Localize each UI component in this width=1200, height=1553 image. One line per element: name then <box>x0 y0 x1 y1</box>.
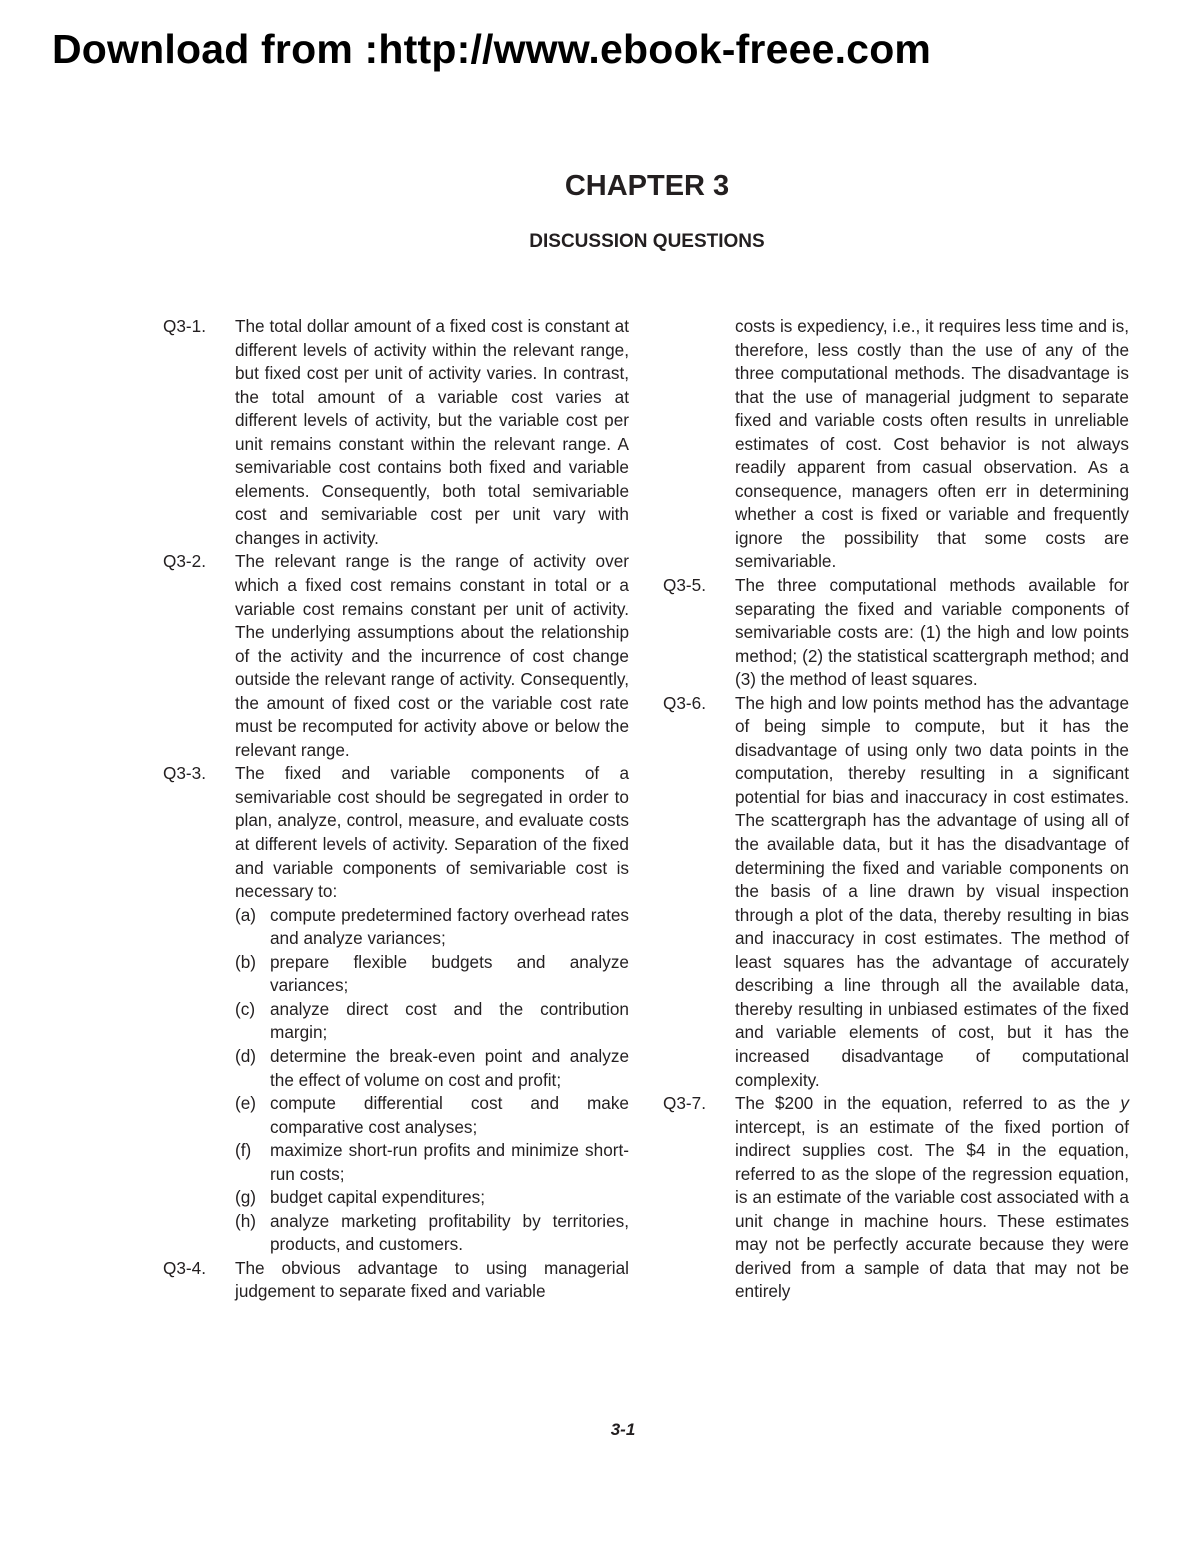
list-item <box>235 1210 629 1257</box>
question-number: Q3-7. <box>663 1093 706 1114</box>
question-number: Q3-3. <box>163 763 206 784</box>
left-column <box>163 315 629 1304</box>
question-text: costs is expediency, i.e., it requires less time and is, therefore, less costly than the use of any of the three computational methods. The disadvantage is that the use of managerial judgment to separate fixed and variable costs often results in unreliable estimates of cost. Cost behavior is not always readily apparent from casual observation. As a consequence, managers often err in determining whether a cost is fixed or variable and frequently ignore the possibility that some costs are semivariable. <box>735 316 1129 572</box>
question-q3-7 <box>663 1092 1129 1304</box>
item-text: compute predetermined factory overhead rates and analyze variances; <box>270 904 629 949</box>
item-text: budget capital expenditures; <box>270 1187 485 1208</box>
list-item <box>235 1186 629 1210</box>
list-item <box>235 904 629 951</box>
question-text: The fixed and variable components of a semivariable cost should be segregated in order to plan, analyze, control, measure, and evaluate costs at different levels of activity. Separation of the fixed and variable components of semivariable cost is necessary to: <box>235 763 629 902</box>
item-text: analyze direct cost and the contribution margin; <box>270 998 629 1043</box>
question-text: The total dollar amount of a fixed cost is constant at different levels of activity within the relevant range, but fixed cost per unit of activity varies. In contrast, the total amount of a variable cost varies at different levels of activity, but the variable cost per unit remains constant within the relevant range. A semivariable cost contains both fixed and variable elements. Consequently, both total semivariable cost and semivariable cost per unit vary with changes in activity. <box>235 316 629 548</box>
question-q3-4-continued <box>663 315 1129 574</box>
question-text: The obvious advantage to using managerial judgement to separate fixed and variable <box>235 1257 629 1302</box>
section-title: DISCUSSION QUESTIONS <box>529 231 765 252</box>
text-segment: The $200 in the equation, referred to as the <box>735 1093 1121 1114</box>
item-label: (b) <box>235 951 257 972</box>
question-text: The three computational methods available for separating the fixed and variable components of semivariable costs are: (1) the high and low points method; (2) the statistical scattergraph method; and (3) the method of least squares. <box>735 575 1129 690</box>
question-number: Q3-4. <box>163 1257 206 1278</box>
question-q3-4 <box>163 1257 629 1304</box>
list-item <box>235 951 629 998</box>
q3-3-sub-list <box>235 904 629 1257</box>
question-number: Q3-2. <box>163 551 206 572</box>
item-label: (h) <box>235 1210 257 1231</box>
list-item <box>235 1092 629 1139</box>
question-text: The high and low points method has the advantage of being simple to compute, but it has the disadvantage of using only two data points in the computation, thereby resulting in a significant potential for bias and inaccuracy in cost estimates. The scattergraph has the advantage of using all of the available data, but it has the disadvantage of determining the fixed and variable components on the basis of a line drawn by visual inspection through a plot of the data, thereby resulting in bias and inaccuracy in cost estimates. The method of least squares has the advantage of accurately describing a line through all the available data, thereby resulting in unbiased estimates of the fixed and variable elements of cost, but it has the increased disadvantage of computational complexity. <box>735 692 1129 1090</box>
item-label: (a) <box>235 904 257 925</box>
question-number: Q3-1. <box>163 316 206 336</box>
item-label: (f) <box>235 1140 252 1161</box>
question-number: Q3-5. <box>663 575 706 596</box>
chapter-title: CHAPTER 3 <box>564 170 730 202</box>
item-label: (c) <box>235 998 256 1019</box>
list-item <box>235 1045 629 1092</box>
item-text: compute differential cost and make comparative cost analyses; <box>270 1093 629 1137</box>
item-text: prepare flexible budgets and analyze variances; <box>270 951 629 996</box>
question-q3-2 <box>163 550 629 762</box>
question-q3-1 <box>163 315 629 550</box>
item-label: (d) <box>235 1045 257 1066</box>
question-text <box>735 1092 1129 1304</box>
question-text: The relevant range is the range of activity over which a fixed cost remains constant in total or a variable cost remains constant per unit of activity. The underlying assumptions about the relationship of the activity and the incurrence of cost change outside the relevant range of activity. Consequently, the amount of fixed cost or the variable cost rate must be recomputed for activity above or below the relevant range. <box>235 551 629 760</box>
text-segment: intercept, is an estimate of the fixed portion of indirect supplies cost. The $4 in the equation, referred to as the slope of the regression equation, is an estimate of the variable cost associated with a unit change in machine hours. These estimates may not be perfectly accurate because they were derived from a sample of data that may not be entirely <box>735 1116 1129 1302</box>
item-text: determine the break-even point and analyze the effect of volume on cost and profit; <box>270 1045 629 1090</box>
question-q3-6 <box>663 692 1129 1092</box>
list-item <box>235 998 629 1045</box>
list-item <box>235 1139 629 1186</box>
item-label: (g) <box>235 1187 257 1208</box>
question-number: Q3-6. <box>663 692 706 713</box>
question-q3-3 <box>163 762 629 903</box>
page-number: 3-1 <box>610 1420 636 1439</box>
item-label: (e) <box>235 1093 257 1114</box>
item-text: analyze marketing profitability by territories, products, and customers. <box>270 1210 629 1255</box>
italic-variable: y <box>1120 1093 1129 1114</box>
item-text: maximize short-run profits and minimize short-run costs; <box>270 1140 629 1184</box>
question-q3-5 <box>663 574 1129 692</box>
download-banner: Download from :http://www.ebook-freee.com <box>52 26 932 72</box>
right-column <box>663 315 1129 1304</box>
